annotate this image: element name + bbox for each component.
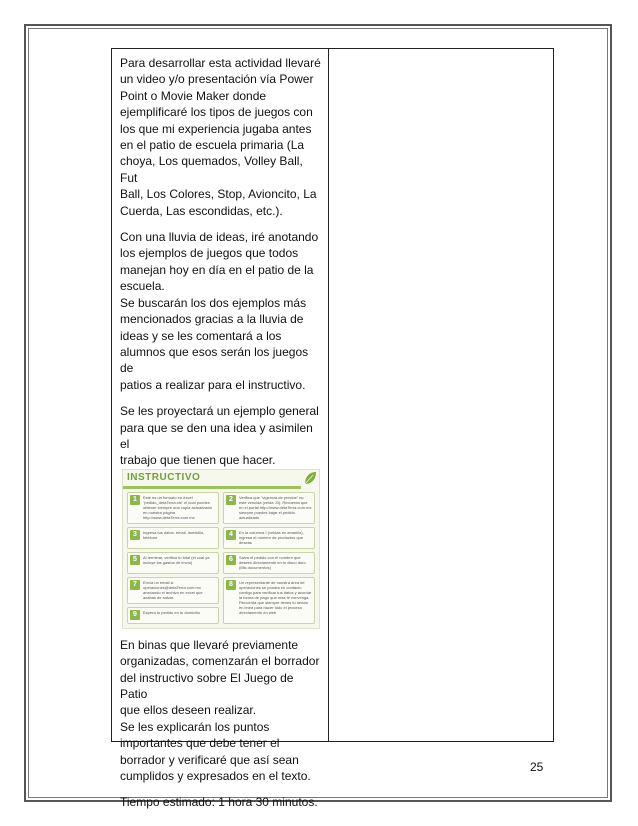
step-number: 4 [226,530,236,540]
leaf-icon [303,471,317,485]
step-number: 9 [130,610,140,620]
instructivo-step [127,492,219,524]
instructivo-step [127,527,219,549]
empty-cell [329,49,553,741]
instructivo-step [127,577,219,604]
instructivo-step [223,492,315,524]
instructivo-title: INSTRUCTIVO [127,472,201,484]
step-number: 1 [130,495,140,505]
instructivo-step [223,552,315,574]
activity-description-cell [112,49,329,810]
step-number: 6 [226,555,236,565]
instructivo-image [122,469,320,629]
paragraph-video-presentation: Para desarrollar esta actividad llevaré un video y/o presentación vía Power Point o Movie Maker donde ejemplificaré los tipos de juegos con los que mi experiencia jugaba antes en el patio de escuela primaria (La choya, Los quemados, Volley Ball, Fut Ball, Los Colores, Stop, Avioncito, La Cuerda, Las escondidas, etc.). [120,56,321,218]
step-text: Ingresa tus datos: email, domicilio, teléfono [143,529,205,540]
step-text: Espera tu pedido en tu domicilio [143,609,200,615]
step-text: Salva el pedido con el nombre que desees directamente en tu disco duro (Mis documentos) [239,554,306,570]
step-number: 7 [130,580,140,590]
step-text: Al terminar, verifica tu total (el cual ya incluye los gastos de envío) [143,554,210,565]
step-number: 2 [226,495,236,505]
step-text: En la columna I (celdas en amarillo), ingresa el número de productos que deseas [239,529,304,545]
step-text: Este es un formato en excel "pedido_detaTerra.xls" el cual puedes obtener siempre una copia actualizada en nuestra página http://www.detaTerra.com.mx [143,494,212,520]
instructivo-steps [127,492,315,624]
step-text: Envía un email a: operaciones@detaTerra.com.mx anexando el archivo en excel que acabas de salvar. [143,579,203,600]
paragraph-estimated-time: Tiempo estimado: 1 hora 30 minutos. [120,795,318,810]
paragraph-projection: Se les proyectará un ejemplo general para que se den una idea y asimilen el trabajo que tienen que hacer. [120,404,319,468]
instructivo-step [127,607,219,624]
step-number: 5 [130,555,140,565]
page-number: 25 [530,760,544,774]
paragraph-pairs-draft: En binas que llevaré previamente organizadas, comenzarán el borrador del instructivo sobre El Juego de Patio que ellos deseen realizar. Se les explicarán los puntos importantes que debe tener el borrador y verificaré que así sean cumplidos y expresados en el texto. [120,637,320,783]
instructivo-title-bar [123,486,301,489]
instructivo-step [223,577,315,624]
step-number: 3 [130,530,140,540]
paragraph-brainstorm: Con una lluvia de ideas, iré anotando los ejemplos de juegos que todos manejan hoy en día en el patio de la escuela. Se buscarán los dos ejemplos más mencionados gracias a la lluvia de ideas y se les comentará a los alumnos que esos serán los juegos de patios a realizar para el instructivo. [120,230,319,392]
instructivo-step [223,527,315,549]
step-number: 8 [226,580,236,590]
step-text: Verifica que "vigencia de precios" no este vencida (celda J3). Recuerda que en el portal http://www.detaTerra.com.mx siempre puedes bajar el pedido actualizado [239,494,312,520]
instructivo-step [127,552,219,574]
step-text: Un representante de nuestra área de operaciones se pondrá en contacto contigo para verificar tus datos y acordar la forma de pago que más te convenga. Recuerda que siempre tienes tu tienda en línea para hacer todo el proceso directamente en web [239,579,312,615]
